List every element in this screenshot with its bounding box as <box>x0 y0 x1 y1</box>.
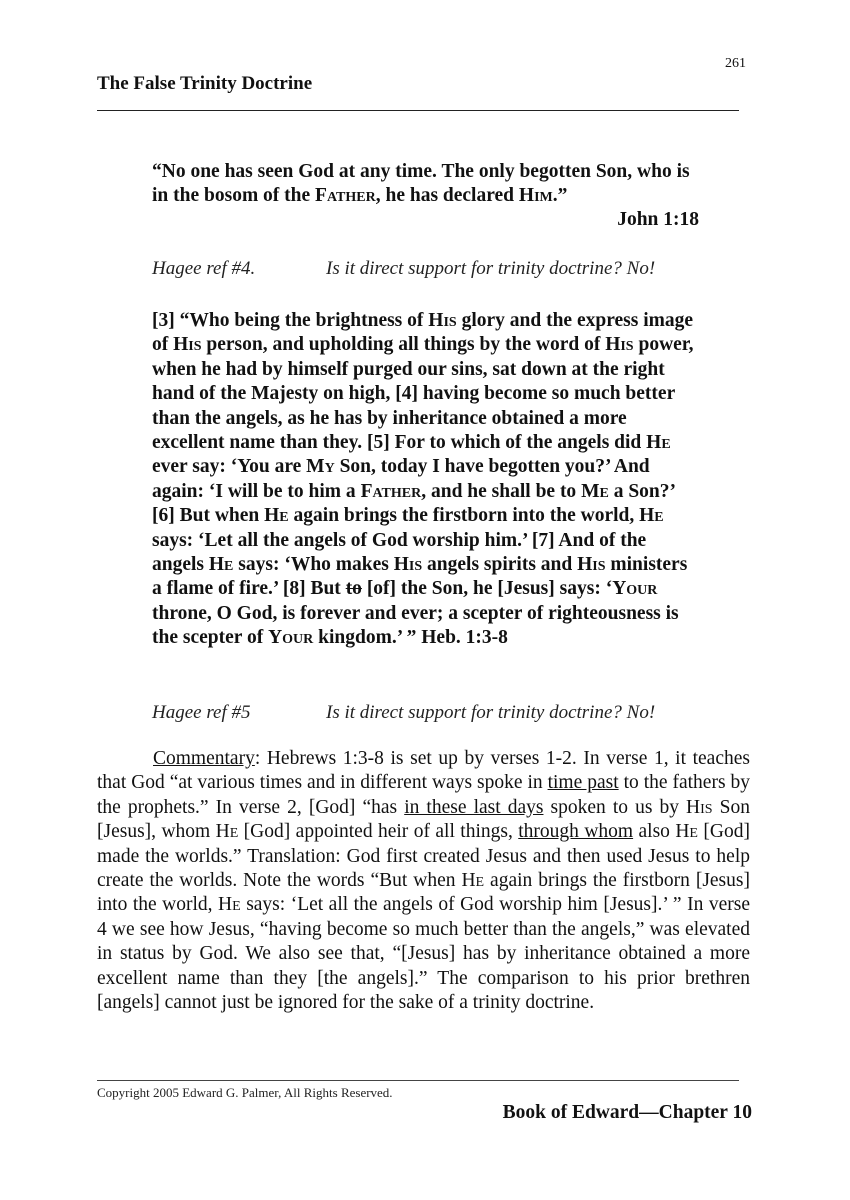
commentary-text: [God] made the worlds.” Translation: God first created Jesus and then used Jesus to help create the worlds. Note the words “But when <box>97 821 750 892</box>
quote-text: His <box>428 310 457 331</box>
quote-text: Your <box>612 578 658 600</box>
quote-text: Your <box>268 627 314 649</box>
quote-text: He <box>639 505 664 527</box>
quote-text: My <box>306 456 335 478</box>
quote-text: [of] the Son, he [Jesus] says: ‘ <box>361 578 613 600</box>
quote-text: His <box>393 554 423 576</box>
scripture-reference: John 1:18 <box>617 209 699 230</box>
page-number: 261 <box>725 56 746 71</box>
quote-text: kingdom.’ ” Heb. 1:3-8 <box>313 627 508 649</box>
commentary-heading: Commentary <box>153 748 255 769</box>
quote-text: angels spirits and <box>422 554 578 576</box>
struck-word: to <box>345 578 362 600</box>
quote-text: He <box>264 505 289 527</box>
commentary-text: : Hebrews 1:3-8 is set up by verses 1-2. In verse 1, it teaches that God “at various times and in different ways spoke in <box>97 748 750 794</box>
commentary-text: also <box>633 821 676 843</box>
quote-text: Son, today I have begotten you?’ And again: ‘I will be to him a <box>152 456 650 502</box>
commentary-paragraph <box>97 747 750 1015</box>
quote-text: Father <box>360 480 422 502</box>
quote-text: His <box>577 554 606 576</box>
hagee-question: Is it direct support for trinity doctrine? No! <box>326 258 656 279</box>
commentary-text: says: ‘Let all the angels of God worship him [Jesus].’ ” In verse 4 we see how Jesus, “having become so much better than the angels,” was elevated in status by God. We also see that, “[Jesus] has by inheritance obtained a more excellent name than they [the angels].” The comparison to his prior brethren [angels] cannot just be ignored for the sake of a trinity doctrine. <box>97 894 750 1014</box>
commentary-text: He <box>215 821 239 843</box>
header-rule <box>97 110 739 111</box>
quote-text: , he has declared <box>375 185 519 207</box>
hagee-label: Hagee ref #5 <box>152 702 251 723</box>
copyright-notice: Copyright 2005 Edward G. Palmer, All Rights Reserved. <box>97 1085 393 1100</box>
commentary-text: [God] appointed heir of all things, <box>238 821 519 843</box>
hagee-question: Is it direct support for trinity doctrine? No! <box>326 702 656 723</box>
chapter-footer: Book of Edward—Chapter 10 <box>502 1102 752 1123</box>
quote-text: throne, O God, is forever and ever; a scepter of righteousness is the scepter of <box>152 602 679 649</box>
underlined-phrase: time past <box>547 772 619 794</box>
footer-rule <box>97 1080 739 1081</box>
quote-text: , and he shall be to <box>421 480 582 502</box>
commentary-text: His <box>686 796 713 818</box>
quote-text: He <box>208 554 234 576</box>
quote-text: says: ‘Who makes <box>233 554 394 576</box>
running-title: The False Trinity Doctrine <box>97 73 313 94</box>
quote-text: ministers a flame of fire.’ [8] But <box>152 554 688 600</box>
hagee-label: Hagee ref #4. <box>152 258 256 279</box>
hagee-ref-4 <box>152 258 655 280</box>
commentary-text: to the fathers by the prophets.” In verse 2, [God] “has <box>97 772 750 818</box>
quote-text: Father <box>315 185 376 207</box>
quote-text: His <box>173 334 202 356</box>
quote-text: says: ‘Let all the angels of God worship him.’ [7] And of the angels <box>152 529 647 576</box>
quote-text: He <box>646 432 671 454</box>
scripture-quote-john <box>152 160 700 209</box>
quote-text: again brings the firstborn into the world, <box>288 505 640 527</box>
commentary-text: He <box>218 894 241 916</box>
hagee-ref-5 <box>152 702 655 724</box>
quote-text: Me <box>581 480 609 502</box>
quote-text: power, when he had by himself purged our sins, sat down at the right hand of the Majesty on high, [4] having become so much better than the angels, as he has by inheritance obtained a more excellent name than they. [5] For to which of the angels did <box>152 334 694 454</box>
quote-text: Him <box>518 185 553 207</box>
quote-text: ever say: ‘You are <box>152 456 307 478</box>
quote-text: “No one has seen God at any time. The only begotten Son, who is in the bosom of the <box>152 161 690 207</box>
quote-text: person, and upholding all things by the word of <box>201 334 606 356</box>
underlined-phrase: in these last days <box>404 796 544 818</box>
underlined-phrase: through whom <box>518 821 634 843</box>
commentary-text: Son [Jesus], whom <box>97 796 750 843</box>
commentary-text: spoken to us by <box>543 796 687 818</box>
commentary-text: again brings the firstborn [Jesus] into the world, <box>97 870 750 916</box>
commentary-text: He <box>675 821 698 843</box>
quote-text: [3] “Who being the brightness of <box>152 310 429 331</box>
quote-text: glory and the express image of <box>152 310 694 356</box>
scripture-quote-hebrews <box>152 309 700 651</box>
quote-text: .” <box>552 185 568 207</box>
quote-text: His <box>605 334 634 356</box>
quote-text: a Son?’ [6] But when <box>152 480 675 527</box>
commentary-text: He <box>461 870 485 892</box>
